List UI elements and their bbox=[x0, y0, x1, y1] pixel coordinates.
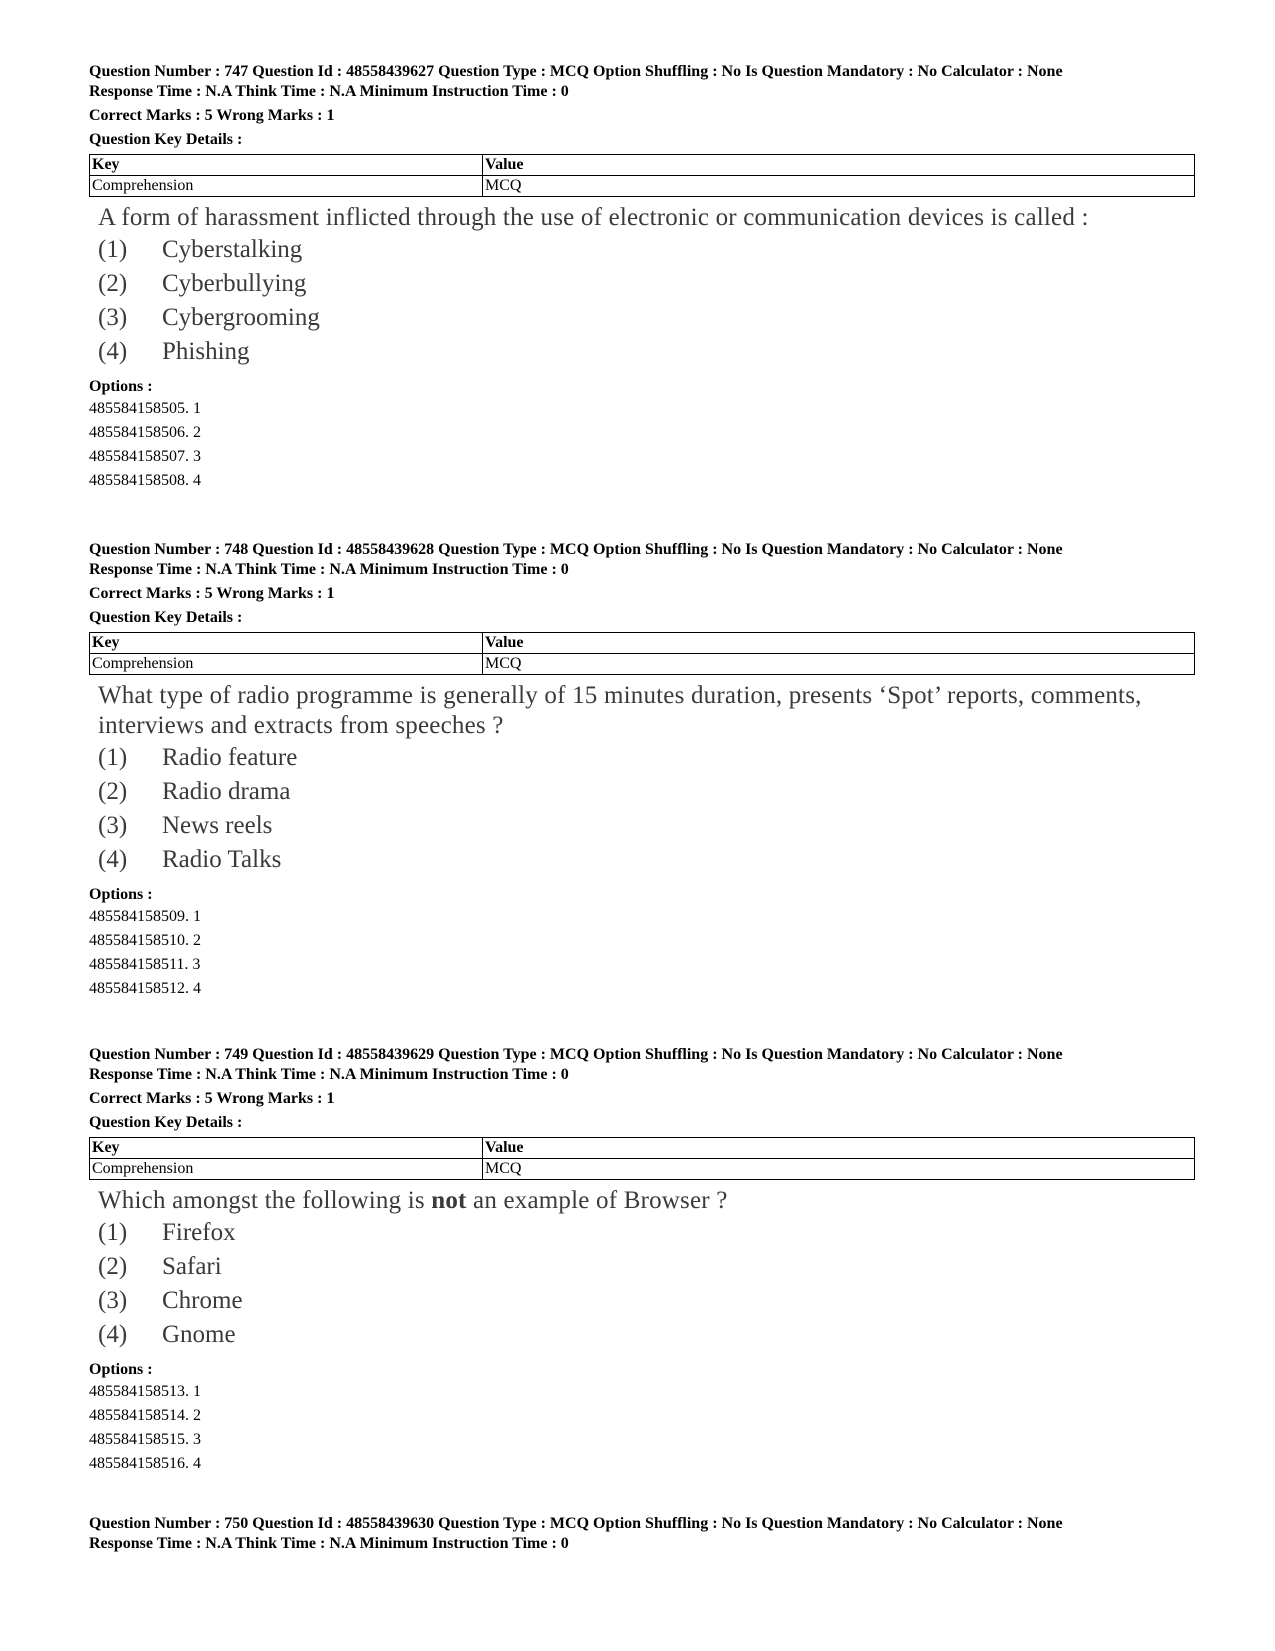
question-text-emphasis: not bbox=[431, 1187, 467, 1214]
table-header-value: Value bbox=[483, 1138, 1195, 1159]
marks-line: Correct Marks : 5 Wrong Marks : 1 bbox=[89, 1090, 335, 1107]
key-details-label: Question Key Details : bbox=[89, 1114, 243, 1131]
option-row: 485584158514. 2 bbox=[89, 1407, 201, 1424]
question-text-part: Which amongst the following is bbox=[98, 1187, 432, 1214]
option-row: 485584158509. 1 bbox=[89, 908, 201, 925]
options-label: Options : bbox=[89, 1361, 153, 1378]
choice-number: (1) bbox=[98, 1219, 128, 1246]
option-row: 485584158513. 1 bbox=[89, 1383, 201, 1400]
option-row: 485584158505. 1 bbox=[89, 400, 201, 417]
option-row: 485584158516. 4 bbox=[89, 1455, 201, 1472]
question-text-part: an example of Browser ? bbox=[466, 1187, 728, 1214]
choice-1 bbox=[98, 1216, 1199, 1250]
choice-number: (4) bbox=[98, 338, 128, 365]
question-image bbox=[98, 1186, 1199, 1352]
choice-number: (4) bbox=[98, 1321, 128, 1348]
choice-number: (4) bbox=[98, 846, 128, 873]
option-row: 485584158507. 3 bbox=[89, 448, 201, 465]
choice-4 bbox=[98, 1318, 1199, 1352]
question-meta-line2: Response Time : N.A Think Time : N.A Minimum Instruction Time : 0 bbox=[89, 561, 569, 578]
choice-3 bbox=[98, 809, 1199, 843]
choice-text: Gnome bbox=[162, 1321, 236, 1348]
table-cell-key: Comprehension bbox=[90, 1159, 483, 1180]
table-header-key: Key bbox=[90, 155, 483, 176]
choice-2 bbox=[98, 775, 1199, 809]
choice-3 bbox=[98, 301, 1199, 335]
choice-text: Cyberstalking bbox=[162, 236, 303, 263]
option-row: 485584158512. 4 bbox=[89, 980, 201, 997]
question-meta-line2: Response Time : N.A Think Time : N.A Minimum Instruction Time : 0 bbox=[89, 83, 569, 100]
table-cell-value: MCQ bbox=[483, 654, 1195, 675]
choice-3 bbox=[98, 1284, 1199, 1318]
choice-text: Cyberbullying bbox=[162, 270, 307, 297]
table-cell-value: MCQ bbox=[483, 176, 1195, 197]
question-block-748 bbox=[89, 540, 1199, 1001]
question-meta-line2: Response Time : N.A Think Time : N.A Minimum Instruction Time : 0 bbox=[89, 1535, 569, 1552]
choice-number: (2) bbox=[98, 1253, 128, 1280]
choice-number: (3) bbox=[98, 304, 128, 331]
question-image bbox=[98, 203, 1199, 369]
question-meta-line1: Question Number : 747 Question Id : 48558439627 Question Type : MCQ Option Shuffling : No Is Question Mandatory : No Calculator : None bbox=[89, 63, 1063, 80]
option-row: 485584158515. 3 bbox=[89, 1431, 201, 1448]
table-header-value: Value bbox=[483, 633, 1195, 654]
question-text: What type of radio programme is generally of 15 minutes duration, presents ‘Spot’ reports, comments, interviews and extracts from speeches ? bbox=[98, 682, 1142, 739]
choice-1 bbox=[98, 233, 1199, 267]
option-row: 485584158511. 3 bbox=[89, 956, 201, 973]
choice-1 bbox=[98, 741, 1199, 775]
key-details-table bbox=[89, 1137, 1195, 1180]
question-meta-line1: Question Number : 749 Question Id : 48558439629 Question Type : MCQ Option Shuffling : No Is Question Mandatory : No Calculator : None bbox=[89, 1046, 1063, 1063]
key-details-table bbox=[89, 154, 1195, 197]
choice-text: Safari bbox=[162, 1253, 222, 1280]
key-details-label: Question Key Details : bbox=[89, 131, 243, 148]
question-meta-line1: Question Number : 748 Question Id : 48558439628 Question Type : MCQ Option Shuffling : No Is Question Mandatory : No Calculator : None bbox=[89, 541, 1063, 558]
table-header-value: Value bbox=[483, 155, 1195, 176]
question-block-750 bbox=[89, 1514, 1199, 1554]
table-header-key: Key bbox=[90, 1138, 483, 1159]
choice-number: (3) bbox=[98, 812, 128, 839]
choice-text: Radio feature bbox=[162, 744, 298, 771]
choice-number: (2) bbox=[98, 778, 128, 805]
table-cell-value: MCQ bbox=[483, 1159, 1195, 1180]
choice-number: (2) bbox=[98, 270, 128, 297]
choice-2 bbox=[98, 267, 1199, 301]
question-text bbox=[98, 1186, 1218, 1216]
choice-4 bbox=[98, 335, 1199, 369]
option-row: 485584158508. 4 bbox=[89, 472, 201, 489]
question-meta-line1: Question Number : 750 Question Id : 48558439630 Question Type : MCQ Option Shuffling : No Is Question Mandatory : No Calculator : None bbox=[89, 1515, 1063, 1532]
choice-2 bbox=[98, 1250, 1199, 1284]
marks-line: Correct Marks : 5 Wrong Marks : 1 bbox=[89, 585, 335, 602]
table-cell-key: Comprehension bbox=[90, 176, 483, 197]
choice-text: Cybergrooming bbox=[162, 304, 320, 331]
option-row: 485584158510. 2 bbox=[89, 932, 201, 949]
option-row: 485584158506. 2 bbox=[89, 424, 201, 441]
choice-text: Chrome bbox=[162, 1287, 243, 1314]
choice-number: (3) bbox=[98, 1287, 128, 1314]
choice-text: Phishing bbox=[162, 338, 250, 365]
question-block-749 bbox=[89, 1045, 1199, 1476]
key-details-label: Question Key Details : bbox=[89, 609, 243, 626]
table-cell-key: Comprehension bbox=[90, 654, 483, 675]
question-block-747 bbox=[89, 62, 1199, 493]
options-label: Options : bbox=[89, 886, 153, 903]
question-meta-line2: Response Time : N.A Think Time : N.A Minimum Instruction Time : 0 bbox=[89, 1066, 569, 1083]
choice-number: (1) bbox=[98, 236, 128, 263]
choice-text: Radio Talks bbox=[162, 846, 282, 873]
question-text: A form of harassment inflicted through the use of electronic or communication devices is called : bbox=[98, 204, 1089, 231]
options-label: Options : bbox=[89, 378, 153, 395]
question-image bbox=[98, 681, 1199, 877]
choice-text: Firefox bbox=[162, 1219, 236, 1246]
marks-line: Correct Marks : 5 Wrong Marks : 1 bbox=[89, 107, 335, 124]
choice-4 bbox=[98, 843, 1199, 877]
choice-number: (1) bbox=[98, 744, 128, 771]
choice-text: Radio drama bbox=[162, 778, 291, 805]
table-header-key: Key bbox=[90, 633, 483, 654]
key-details-table bbox=[89, 632, 1195, 675]
choice-text: News reels bbox=[162, 812, 273, 839]
